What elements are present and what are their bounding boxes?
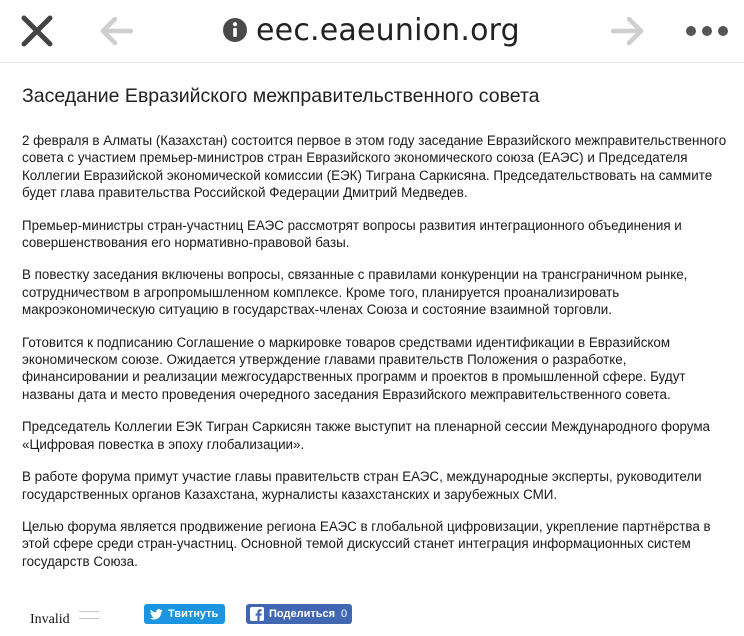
info-icon[interactable]: [222, 17, 256, 43]
share-label: Поделиться: [269, 608, 336, 620]
invalid-text: Invalid: [30, 612, 70, 627]
facebook-share-button[interactable]: [246, 604, 352, 624]
article-body: [22, 132, 734, 570]
twitter-bird-icon: [150, 609, 168, 620]
article-paragraph: 2 февраля в Алматы (Казахстан) состоится первое в этом году заседание Евразийского межправительственного совета с участием премьер-министров стран Евразийского экономического союза (ЕАЭС) и Председателя Коллегии Евразийской экономической комиссии (ЕЭК) Тиграна Саркисяна. Председательствовать на саммите будет глава правительства Российской Федерации Дмитрий Медведев.: [22, 133, 727, 201]
arrow-right-icon[interactable]: [608, 12, 646, 50]
url-text[interactable]: eec.eaeunion.org: [256, 12, 520, 48]
facebook-icon: [250, 607, 269, 621]
article: [22, 84, 734, 585]
close-icon[interactable]: [18, 12, 56, 50]
more-dots-icon[interactable]: [682, 16, 732, 46]
tweet-button[interactable]: [144, 604, 225, 624]
article-paragraph: Готовится к подписанию Соглашение о маркировке товаров средствами идентификации в Евразийском экономическом союзе. Ожидается утверждение главами правительств Положения о разработке, финансировании и реализации межгосударственных программ и проектов в промышленной сфере. Будут названы дата и место проведения очередного заседания Евразийского межправительственного совета.: [22, 334, 686, 402]
divider: [79, 611, 99, 619]
share-count: 0: [341, 608, 348, 620]
article-paragraph: Премьер-министры стран-участниц ЕАЭС рассмотрят вопросы развития интеграционного объединения и совершенствования его нормативно-правовой базы.: [22, 217, 682, 251]
arrow-left-icon[interactable]: [98, 12, 136, 50]
address-bar[interactable]: [222, 9, 520, 51]
browser-toolbar: [0, 0, 744, 63]
article-paragraph: В повестку заседания включены вопросы, связанные с правилами конкуренции на трансграничном рынке, сотрудничеством в агропромышленном комплексе. Кроме того, планируется проанализировать макроэкономическую ситуацию в государствах-членах Союза и состояние взаимной торговли.: [22, 267, 688, 318]
article-title: Заседание Евразийского межправительственного совета: [22, 85, 540, 107]
article-paragraph: Целью форума является продвижение региона ЕАЭС в глобальной цифровизации, укрепление партнёрства в этой сфере среди стран-участниц. Основной темой дискуссий станет интеграция информационных систем государств Союза.: [22, 518, 711, 569]
tweet-label: Твитнуть: [168, 608, 219, 620]
article-paragraph: Председатель Коллегии ЕЭК Тигран Саркисян также выступит на пленарной сессии Международного форума «Цифровая повестка в эпоху глобализации».: [22, 419, 711, 452]
article-paragraph: В работе форума примут участие главы правительств стран ЕАЭС, международные эксперты, руководители государственных органов Казахстана, журналисты казахстанских и зарубежных СМИ.: [22, 469, 702, 502]
